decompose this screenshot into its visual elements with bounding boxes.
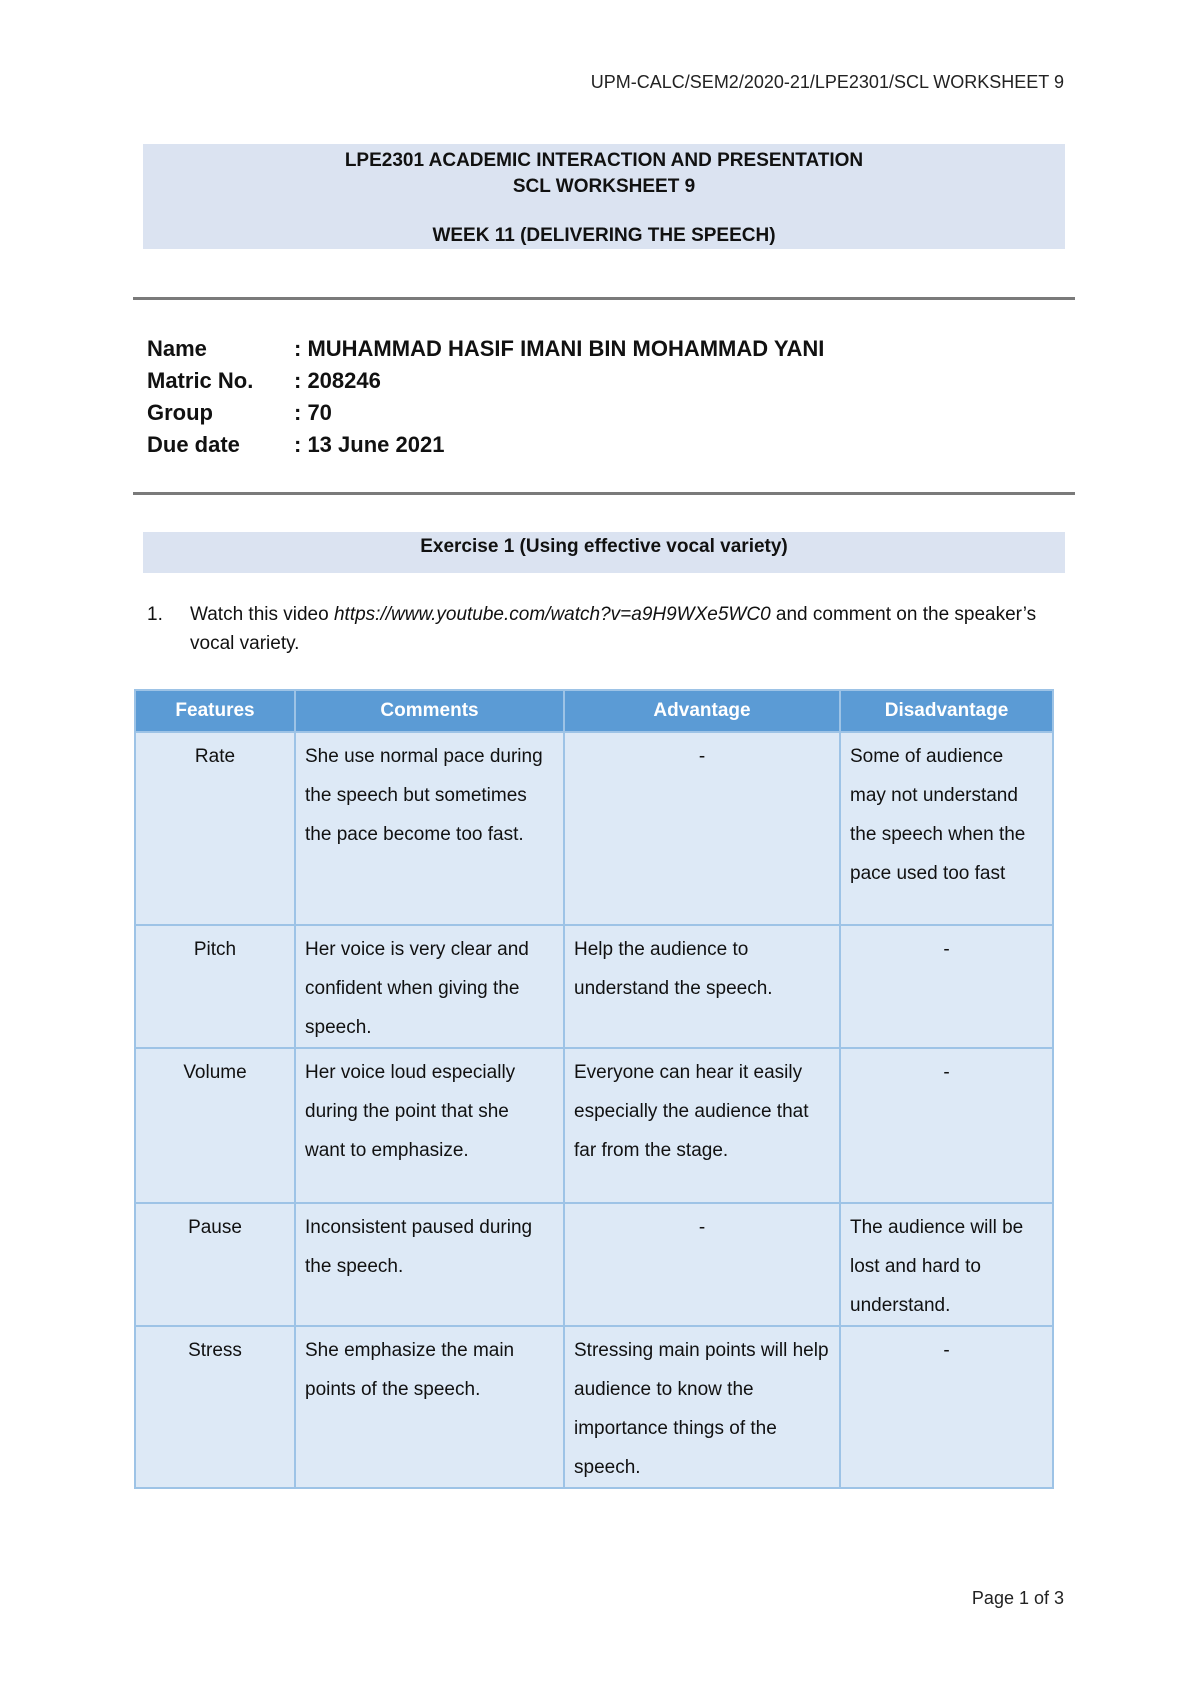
table-row	[135, 925, 1053, 1048]
divider-top	[133, 297, 1075, 300]
advantage-cell: Everyone can hear it easily especially the audience that far from the stage.	[564, 1048, 840, 1203]
due-date-value: : 13 June 2021	[294, 432, 445, 457]
course-title: LPE2301 ACADEMIC INTERACTION AND PRESENTATION	[344, 150, 864, 171]
worksheet-title-box	[143, 144, 1065, 249]
advantage-cell: Help the audience to understand the speech.	[564, 925, 840, 1048]
due-date-label: Due date	[147, 432, 240, 457]
table-row	[135, 1326, 1053, 1488]
student-info	[147, 333, 824, 461]
week-title: WEEK 11 (DELIVERING THE SPEECH)	[432, 225, 776, 246]
table-row	[135, 1203, 1053, 1326]
disadvantage-cell: -	[840, 1048, 1053, 1203]
document-reference-header: UPM-CALC/SEM2/2020-21/LPE2301/SCL WORKSHEET 9	[590, 72, 1064, 92]
feature-cell: Pause	[135, 1203, 295, 1326]
feature-cell: Pitch	[135, 925, 295, 1048]
question-number: 1.	[147, 604, 163, 625]
page-number: Page 1 of 3	[971, 1588, 1064, 1608]
name-value: : MUHAMMAD HASIF IMANI BIN MOHAMMAD YANI	[294, 336, 825, 361]
due-date-row	[147, 429, 824, 461]
group-row	[147, 397, 824, 429]
question-text-after: and comment on the speaker’s vocal variety.	[190, 604, 1037, 654]
group-label: Group	[147, 400, 213, 425]
group-value: : 70	[294, 400, 332, 425]
header-disadvantage: Disadvantage	[840, 690, 1053, 732]
header-comments: Comments	[295, 690, 564, 732]
question-text	[190, 600, 1067, 658]
feature-cell: Stress	[135, 1326, 295, 1488]
matric-row	[147, 365, 824, 397]
vocal-variety-table	[134, 689, 1054, 1489]
disadvantage-cell: Some of audience may not understand the speech when the pace used too fast	[840, 732, 1053, 925]
divider-bottom	[133, 492, 1075, 495]
worksheet-title: SCL WORKSHEET 9	[512, 176, 696, 197]
matric-label: Matric No.	[147, 368, 254, 393]
comment-cell: Her voice loud especially during the point that she want to emphasize.	[295, 1048, 564, 1203]
table-row	[135, 732, 1053, 925]
disadvantage-cell: -	[840, 925, 1053, 1048]
question-1	[147, 600, 1067, 658]
comment-cell: She emphasize the main points of the speech.	[295, 1326, 564, 1488]
disadvantage-cell: -	[840, 1326, 1053, 1488]
feature-cell: Rate	[135, 732, 295, 925]
comment-cell: Her voice is very clear and confident when giving the speech.	[295, 925, 564, 1048]
video-link[interactable]: https://www.youtube.com/watch?v=a9H9WXe5WC0	[333, 604, 771, 625]
table-header-row	[135, 690, 1053, 732]
advantage-cell: -	[564, 1203, 840, 1326]
question-text-before: Watch this video	[190, 604, 334, 625]
exercise-title: Exercise 1 (Using effective vocal variety)	[143, 532, 1065, 573]
advantage-cell: -	[564, 732, 840, 925]
header-features: Features	[135, 690, 295, 732]
header-advantage: Advantage	[564, 690, 840, 732]
feature-cell: Volume	[135, 1048, 295, 1203]
table-row	[135, 1048, 1053, 1203]
name-label: Name	[147, 336, 207, 361]
advantage-cell: Stressing main points will help audience to know the importance things of the speech.	[564, 1326, 840, 1488]
comment-cell: She use normal pace during the speech but sometimes the pace become too fast.	[295, 732, 564, 925]
disadvantage-cell: The audience will be lost and hard to understand.	[840, 1203, 1053, 1326]
name-row	[147, 333, 824, 365]
matric-value: : 208246	[294, 368, 381, 393]
comment-cell: Inconsistent paused during the speech.	[295, 1203, 564, 1326]
